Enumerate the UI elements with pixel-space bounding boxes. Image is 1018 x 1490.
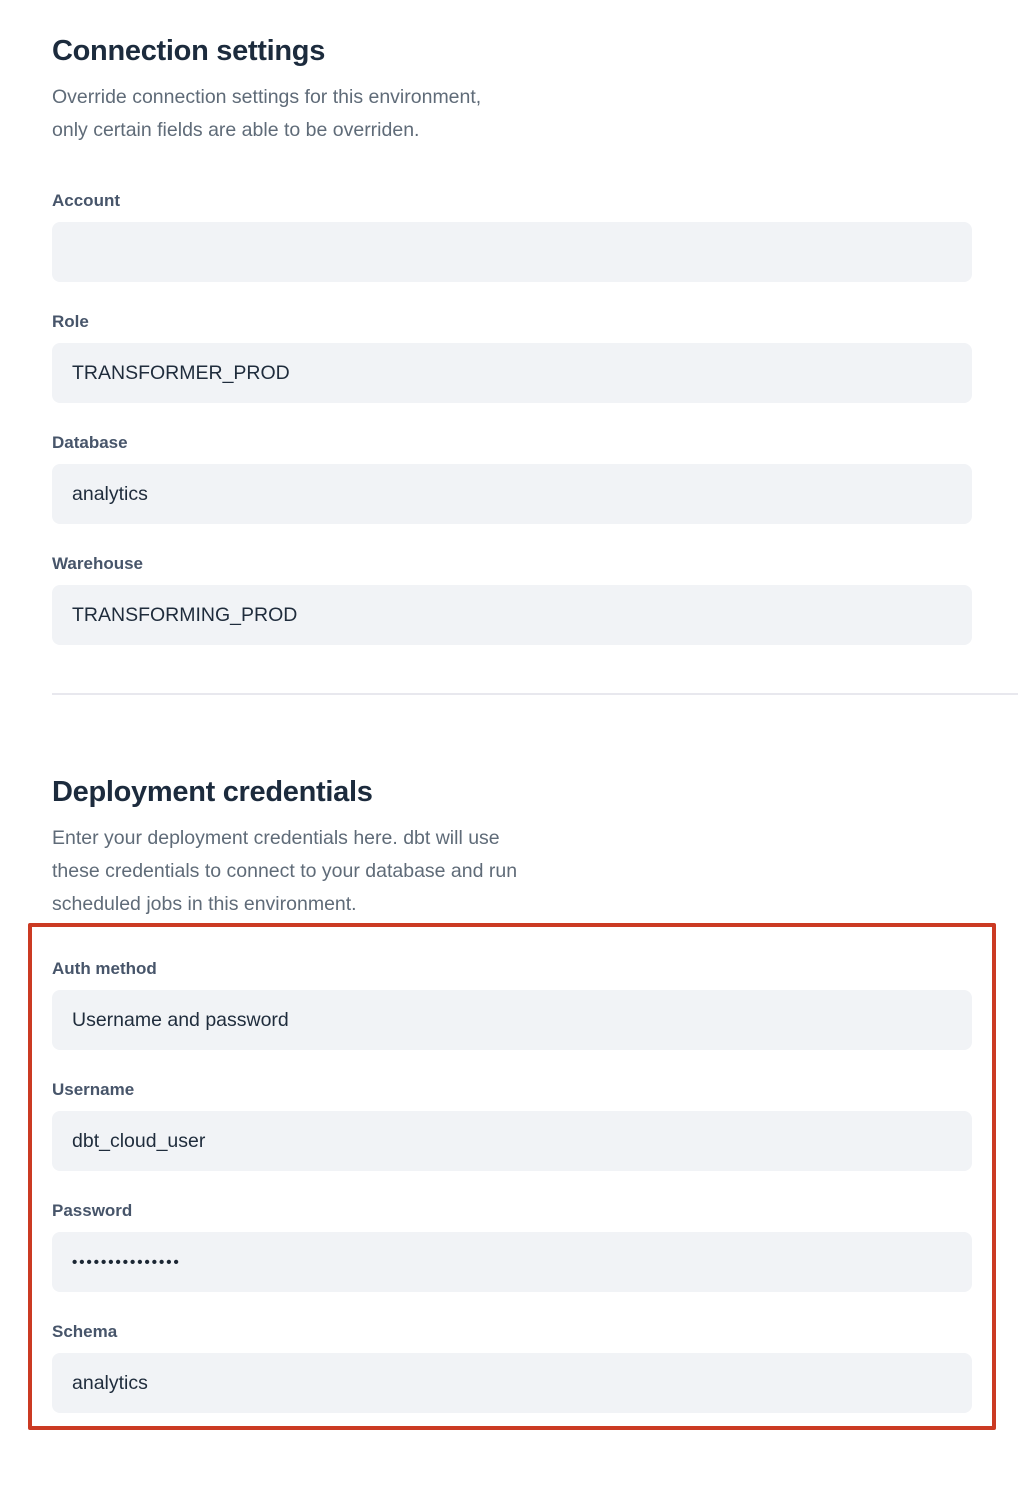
warehouse-field-group [52, 554, 1018, 645]
deployment-credentials-title: Deployment credentials [52, 776, 373, 808]
username-input[interactable]: dbt_cloud_user [52, 1111, 972, 1171]
warehouse-input[interactable]: TRANSFORMING_PROD [52, 585, 972, 645]
description-line: Enter your deployment credentials here. dbt will use [52, 827, 500, 849]
description-line: only certain fields are able to be overriden. [52, 119, 420, 141]
deployment-credentials-section [0, 774, 1018, 1430]
connection-settings-section [0, 33, 1018, 645]
schema-input[interactable]: analytics [52, 1353, 972, 1413]
deployment-credentials-highlight-box [28, 923, 996, 1430]
connection-settings-description [52, 81, 1018, 147]
section-divider [52, 693, 1018, 695]
database-input[interactable]: analytics [52, 464, 972, 524]
connection-settings-title: Connection settings [52, 35, 326, 67]
role-input[interactable]: TRANSFORMER_PROD [52, 343, 972, 403]
database-field-group [52, 433, 1018, 524]
database-label: Database [52, 433, 128, 452]
description-line: scheduled jobs in this environment. [52, 893, 357, 915]
password-input[interactable]: ••••••••••••••• [52, 1232, 972, 1292]
account-field-group [52, 191, 1018, 282]
username-label: Username [52, 1080, 135, 1099]
auth-method-field-group [52, 959, 992, 1050]
warehouse-label: Warehouse [52, 554, 144, 573]
auth-method-label: Auth method [52, 959, 157, 978]
account-input[interactable] [52, 222, 972, 282]
schema-field-group [52, 1322, 992, 1413]
account-label: Account [52, 191, 120, 210]
role-label: Role [52, 312, 89, 331]
username-field-group [52, 1080, 992, 1171]
role-field-group [52, 312, 1018, 403]
password-label: Password [52, 1201, 133, 1220]
description-line: Override connection settings for this environment, [52, 86, 482, 108]
deployment-credentials-description [52, 822, 1018, 921]
auth-method-select[interactable]: Username and password [52, 990, 972, 1050]
schema-label: Schema [52, 1322, 118, 1341]
password-field-group [52, 1201, 992, 1292]
description-line: these credentials to connect to your database and run [52, 860, 518, 882]
